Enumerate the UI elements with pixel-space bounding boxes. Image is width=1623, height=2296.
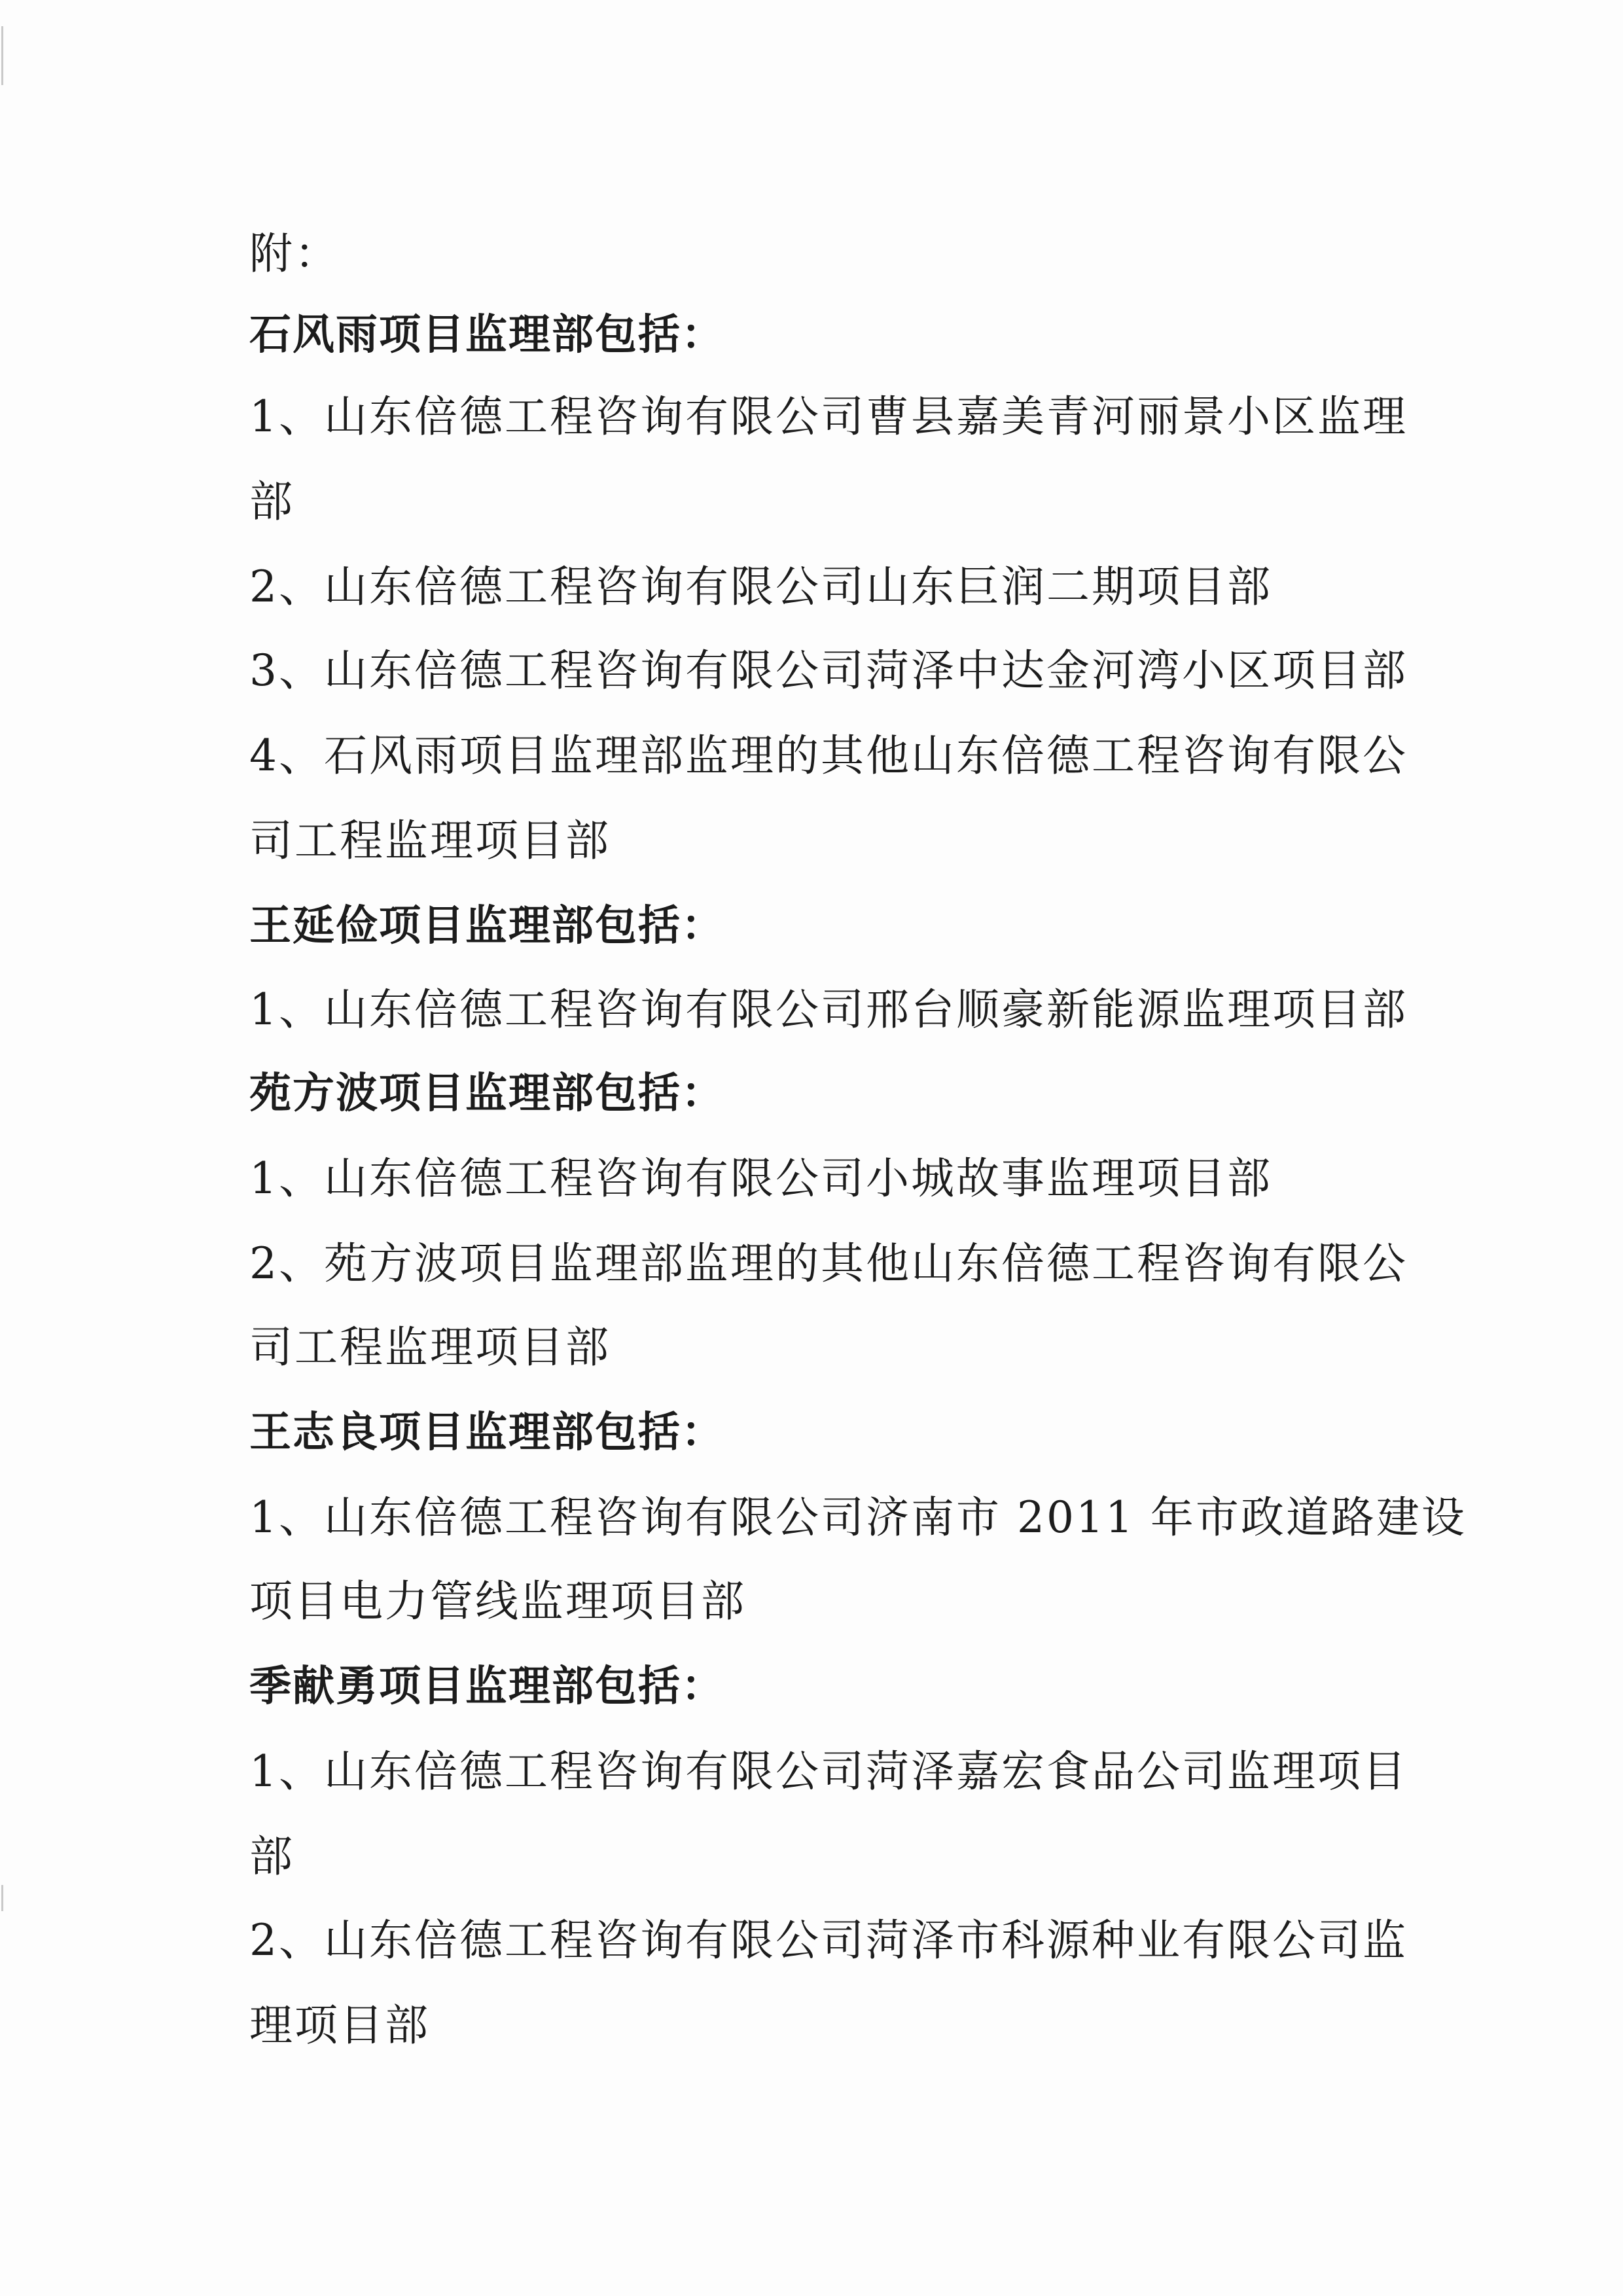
scan-edge-mark [1, 1885, 3, 1911]
list-item: 3、山东倍德工程咨询有限公司菏泽中达金河湾小区项目部 [249, 645, 1408, 696]
list-item: 1、山东倍德工程咨询有限公司邢台顺豪新能源监理项目部 [249, 984, 1408, 1035]
list-item: 1、山东倍德工程咨询有限公司济南市 2011 年市政道路建设 [249, 1492, 1467, 1543]
list-item-continuation: 司工程监理项目部 [249, 816, 611, 866]
list-item-continuation: 司工程监理项目部 [249, 1322, 611, 1372]
intro-label: 附： [249, 228, 340, 279]
list-item-continuation: 项目电力管线监理项目部 [249, 1576, 746, 1626]
section-heading-ji-xianyong: 季献勇项目监理部包括： [249, 1662, 724, 1711]
section-heading-wang-yanjian: 王延俭项目监理部包括： [249, 902, 724, 950]
list-item: 1、山东倍德工程咨询有限公司小城故事监理项目部 [249, 1153, 1272, 1204]
list-item: 4、石风雨项目监理部监理的其他山东倍德工程咨询有限公 [249, 730, 1408, 781]
list-item: 2、山东倍德工程咨询有限公司菏泽市科源种业有限公司监 [249, 1915, 1408, 1965]
list-item: 1、山东倍德工程咨询有限公司曹县嘉美青河丽景小区监理 [249, 391, 1408, 442]
list-item: 2、山东倍德工程咨询有限公司山东巨润二期项目部 [249, 562, 1272, 612]
list-item-continuation: 部 [249, 476, 294, 527]
list-item-continuation: 部 [249, 1831, 294, 1882]
section-heading-shi-fengyu: 石风雨项目监理部包括： [249, 311, 724, 359]
list-item: 2、苑方波项目监理部监理的其他山东倍德工程咨询有限公 [249, 1238, 1408, 1289]
list-item: 1、山东倍德工程咨询有限公司菏泽嘉宏食品公司监理项目 [249, 1746, 1408, 1797]
section-heading-yuan-fangbo: 苑方波项目监理部包括： [249, 1069, 724, 1118]
scan-edge-mark [1, 26, 3, 85]
list-item-continuation: 理项目部 [249, 2000, 430, 2051]
section-heading-wang-zhiliang: 王志良项目监理部包括： [249, 1408, 724, 1457]
